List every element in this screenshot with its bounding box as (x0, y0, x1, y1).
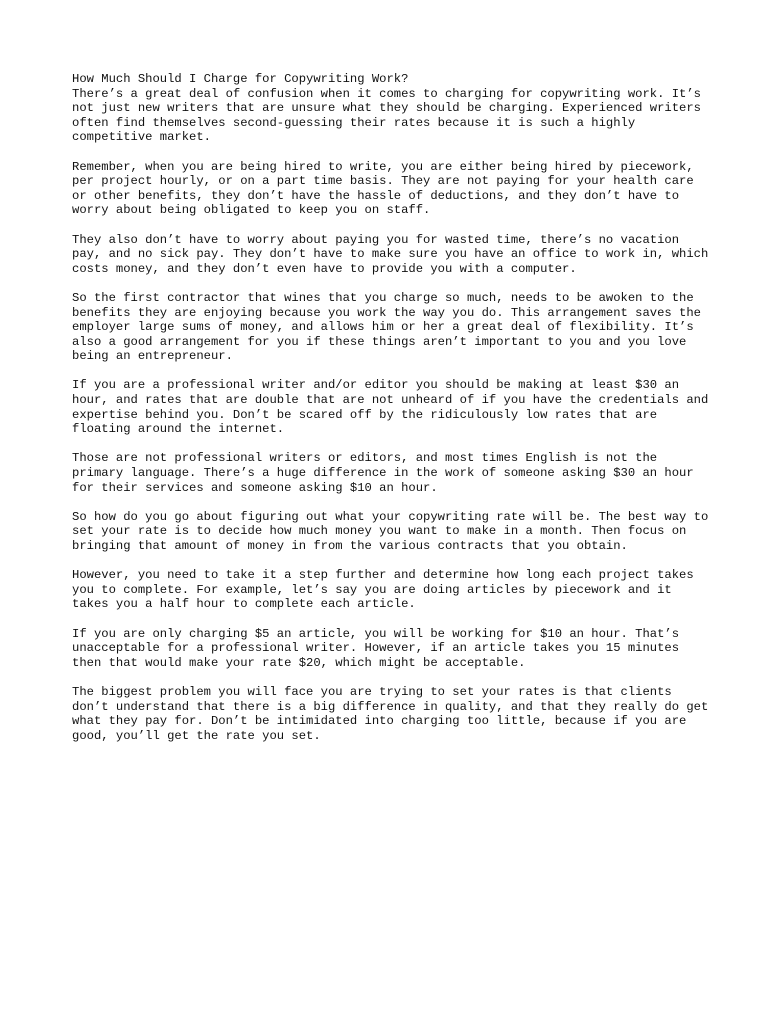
paragraph: If you are only charging $5 an article, you will be working for $10 an hour. That’s unacceptable for a professional writer. However, if an article takes you 15 minutes then that would make your rate $20, which might be acceptable. (72, 626, 680, 670)
paragraph: The biggest problem you will face you are trying to set your rates is that clients don’t understand that there is a big difference in quality, and that they really do get what they pay for. Don’t be intimidated into charging too little, because if you are good, you’ll get the rate you set. (72, 684, 709, 743)
paragraph: Remember, when you are being hired to write, you are either being hired by piecework, per project hourly, or on a part time basis. They are not paying for your health care or other benefits, they don’t have the hassle of deductions, and they don’t have to worry about being obligated to keep you on staff. (72, 159, 694, 218)
document-title: How Much Should I Charge for Copywriting Work? (72, 72, 409, 86)
paragraph: Those are not professional writers or editors, and most times English is not the primary language. There’s a huge difference in the work of someone asking $30 an hour for their services and someone asking $10 an hour. (72, 451, 694, 495)
paragraph: They also don’t have to worry about paying you for wasted time, there’s no vacation pay, and no sick pay. They don’t have to make sure you have an office to work in, which costs money, and they don’t even have to provide you with a computer. (72, 232, 709, 276)
paragraph: If you are a professional writer and/or editor you should be making at least $30 an hour, and rates that are double that are not unheard of if you have the credentials and expertise behind you. Don’t be scared off by the ridiculously low rates that are floating around the internet. (72, 378, 709, 437)
paragraph: There’s a great deal of confusion when it comes to charging for copywriting work. It’s not just new writers that are unsure what they should be charging. Experienced writers often find themselves second-guessing their rates because it is such a highly competitive market. (72, 86, 701, 145)
paragraph: However, you need to take it a step further and determine how long each project takes you to complete. For example, let’s say you are doing articles by piecework and it takes you a half hour to complete each article. (72, 568, 694, 612)
paragraph: So the first contractor that wines that you charge so much, needs to be awoken to the benefits they are enjoying because you work the way you do. This arrangement saves the employer large sums of money, and allows him or her a great deal of flexibility. It’s also a good arrangement for you if these things aren’t important to you and you love being an entrepreneur. (72, 290, 701, 364)
paragraph: So how do you go about figuring out what your copywriting rate will be. The best way to set your rate is to decide how much money you want to make in a month. Then focus on bringing that amount of money in from the various contracts that you obtain. (72, 509, 709, 553)
document-page (72, 72, 712, 758)
